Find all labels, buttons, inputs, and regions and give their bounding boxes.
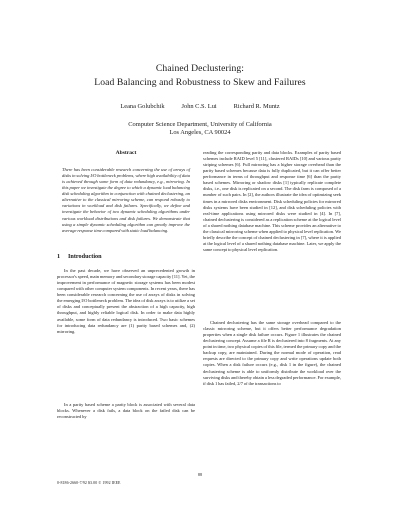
page-number: 88 bbox=[197, 472, 203, 477]
abstract-text: There has been considerable research concerning the use of arrays of disks in solving I/O bottleneck problems, where high availability of data is achieved through some form of data redundancy, e.g., mirroring. In this paper we investigate the degree to which a dynamic load balancing disk scheduling algorithm in conjunction with chained declustering, an alternative to the classical mirroring scheme, can respond robustly to variations in workload and disk failures. Specifically, we define and investigate the behavior of two dynamic scheduling algorithms under various workload distributions and disk failures. We demonstrate that using a simple dynamic scheduling algorithm can greatly improve the average response time compared with static load balancing. bbox=[62, 167, 190, 233]
section-number: 1 bbox=[57, 253, 61, 260]
affiliation-line2: Los Angeles, CA 90024 bbox=[169, 129, 231, 136]
body-paragraph: In a parity based scheme a parity block is associated with several data blocks. Whenever a disk fails, a data block on the failed disk can be reconstructed by bbox=[57, 402, 195, 420]
author-name: Leana Golubchik bbox=[120, 103, 165, 110]
paper-title-line1: Chained Declustering: bbox=[155, 63, 245, 74]
copyright-footer: 0-8186-2660-7/92 $3.00 © 1992 IEEE bbox=[57, 481, 121, 485]
abstract-heading: Abstract bbox=[115, 150, 137, 156]
author-name: Richard R. Muntz bbox=[233, 103, 280, 110]
body-paragraph: Chained declustering has the same storage overhead compared to the classic mirroring scheme, but it offers better performance degradation properties when a single disk failure occurs. Figure 1 illustrates the chained declustering concept. Assume a file R is declustered into 8 fragments. At any point in time, two physical copies of this file, termed the primary copy and the backup copy, are maintained. During the normal mode of operation, read requests are directed to the primary copy and write operations update both copies. When a disk failure occurs (e.g., disk 1 in the figure), the chained declustering scheme is able to uniformly distribute the workload over the surviving disks and thereby obtain a less degraded performance. For example, if disk 1 has failed, 2/7 of the transactions to bbox=[203, 320, 341, 386]
body-paragraph: In the past decade, we have observed an unprecedented growth in processor's speed, main memory and secondary storage capacity [11]. Yet, the improvement in performance of magnetic storage systems has been modest compared with other computer system components. In recent years, there has been considerable research concerning the use of arrays of disks in solving the emerging I/O bottleneck problem. The idea of disk arrays is to utilize a set of disks and conceptually present the abstraction of a high capacity, high throughput, and highly reliable logical disk. In order to make data highly available, some form of data redundancy is introduced. Two basic schemes for introducing data redundancy are (1) parity based schemes and, (2) mirroring. bbox=[57, 268, 195, 334]
section-heading bbox=[57, 253, 195, 261]
section-title: Introduction bbox=[68, 253, 102, 260]
affiliation-line1: Computer Science Department, University of California bbox=[128, 121, 272, 128]
paper-title-line2: Load Balancing and Robustness to Skew and Failures bbox=[94, 77, 306, 88]
body-paragraph: reading the corresponding parity and data blocks. Examples of parity based schemes include RAID level 5 [11], clustered RAIDs [10] and various parity striping schemes [6]. Full mirroring has a higher storage overhead than the parity based schemes because data is fully duplicated, but it can offer better performance in terms of throughput and response time [6] than the parity based schemes. Mirroring or shadow disks [1] typically replicate complete disks, i.e., one disk is replicated on a second. The disk farm is composed of a number of such pairs. In [2], the authors illustrate the idea of optimizing seek times in a mirrored disks environment. Disk scheduling policies for mirrored disks systems have been studied in [12], and disk scheduling policies with real-time applications using mirrored disks were studied in [4]. In [7], chained declustering is considered as a replication scheme at the logical level of a shared nothing database machine. This scheme provides an alternative to the classical mirroring scheme when applied to physical level replication. We briefly describe the concept of chained declustering in [7], where it is applied at the logical level of a shared nothing database machine. Later, we apply the same concept to physical level replication. bbox=[203, 150, 341, 252]
author-list bbox=[0, 103, 400, 111]
author-name: John C.S. Lui bbox=[181, 103, 217, 110]
